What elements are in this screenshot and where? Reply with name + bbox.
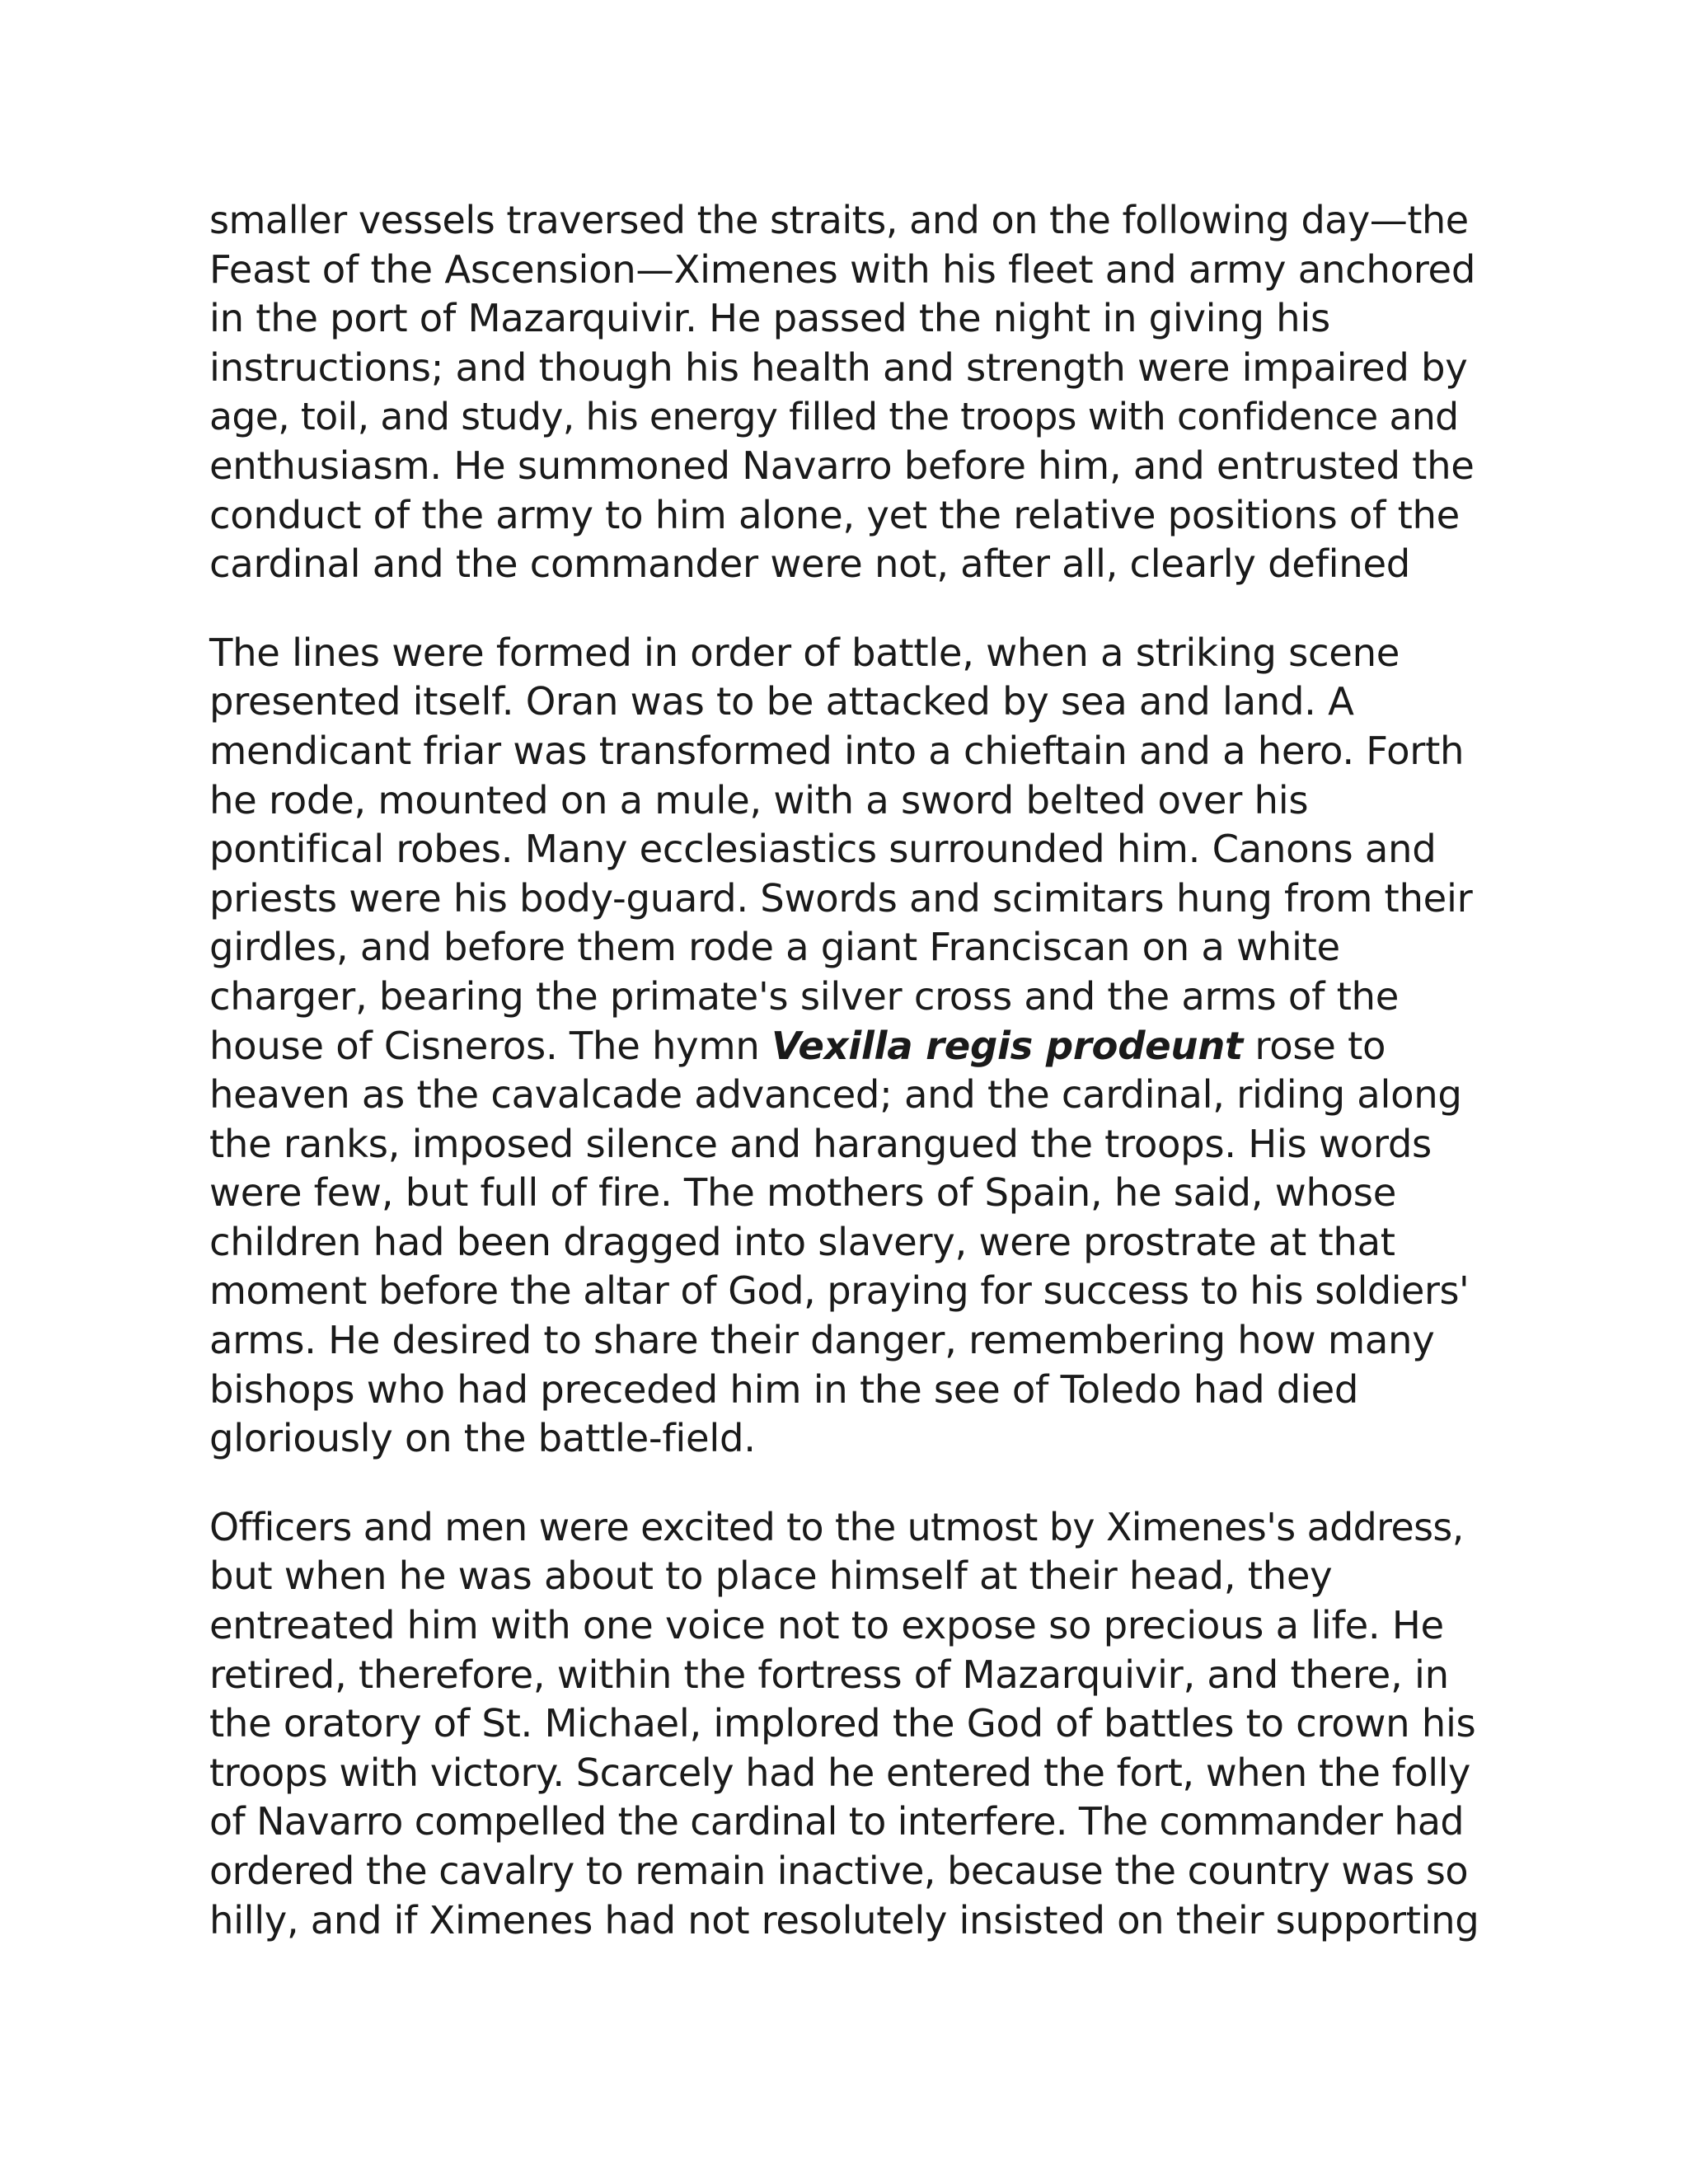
text-line: troops with victory. Scarcely had he entered the fort, when the folly — [209, 1750, 1470, 1795]
hymn-after-text: rose to — [1242, 1023, 1386, 1068]
text-line: gloriously on the battle-field. — [209, 1416, 756, 1461]
text-line: arms. He desired to share their danger, remembering how many — [209, 1318, 1435, 1363]
text-line: entreated him with one voice not to expose so precious a life. He — [209, 1603, 1444, 1648]
text-line: enthusiasm. He summoned Navarro before him, and entrusted the — [209, 443, 1475, 488]
text-line: in the port of Mazarquivir. He passed the night in giving his — [209, 296, 1330, 341]
hymn-intro-text: house of Cisneros. The hymn — [209, 1023, 772, 1068]
text-line: moment before the altar of God, praying for success to his soldiers' — [209, 1268, 1470, 1314]
text-line: were few, but full of fire. The mothers of Spain, he said, whose — [209, 1170, 1397, 1216]
text-line: instructions; and though his health and strength were impaired by — [209, 344, 1468, 390]
hymn-title: Vexilla regis prodeunt — [771, 1023, 1243, 1068]
text-line: hilly, and if Ximenes had not resolutely insisted on their supporting — [209, 1897, 1479, 1943]
paragraph-2 — [209, 629, 1479, 1464]
text-line-with-hymn — [209, 1022, 1479, 1071]
paragraph-3 — [209, 1503, 1479, 1945]
text-line: The lines were formed in order of battle, when a striking scene — [209, 630, 1400, 675]
text-line: the oratory of St. Michael, implored the God of battles to crown his — [209, 1701, 1476, 1746]
text-line: bishops who had preceded him in the see of Toledo had died — [209, 1366, 1359, 1412]
text-line: charger, bearing the primate's silver cross and the arms of the — [209, 973, 1400, 1019]
text-line: girdles, and before them rode a giant Franciscan on a white — [209, 925, 1340, 970]
text-line: heaven as the cavalcade advanced; and the cardinal, riding along — [209, 1072, 1462, 1118]
document-page — [209, 196, 1479, 1945]
text-line: presented itself. Oran was to be attacked by sea and land. A — [209, 679, 1354, 724]
text-line: he rode, mounted on a mule, with a sword belted over his — [209, 777, 1309, 823]
text-line: pontifical robes. Many ecclesiastics surrounded him. Canons and — [209, 827, 1437, 872]
text-line: cardinal and the commander were not, after all, clearly defined — [209, 541, 1410, 587]
text-line: conduct of the army to him alone, yet the relative positions of the — [209, 492, 1460, 537]
text-line: age, toil, and study, his energy filled the troops with confidence and — [209, 395, 1459, 439]
paragraph-1 — [209, 196, 1479, 589]
text-line: ordered the cavalry to remain inactive, because the country was so — [209, 1849, 1469, 1893]
text-line: of Navarro compelled the cardinal to interfere. The commander had — [209, 1799, 1464, 1844]
text-line: the ranks, imposed silence and harangued the troops. His words — [209, 1121, 1432, 1166]
text-line: mendicant friar was transformed into a chieftain and a hero. Forth — [209, 728, 1465, 773]
text-line: Feast of the Ascension—Ximenes with his fleet and army anchored — [209, 246, 1476, 292]
text-line: retired, therefore, within the fortress of Mazarquivir, and there, in — [209, 1652, 1449, 1697]
text-line: but when he was about to place himself at their head, they — [209, 1554, 1333, 1599]
text-line: smaller vessels traversed the straits, and on the following day—the — [209, 198, 1469, 242]
text-line: children had been dragged into slavery, were prostrate at that — [209, 1219, 1395, 1264]
text-line: Officers and men were excited to the utmost by Ximenes's address, — [209, 1504, 1464, 1549]
text-line: priests were his body-guard. Swords and scimitars hung from their — [209, 875, 1473, 921]
